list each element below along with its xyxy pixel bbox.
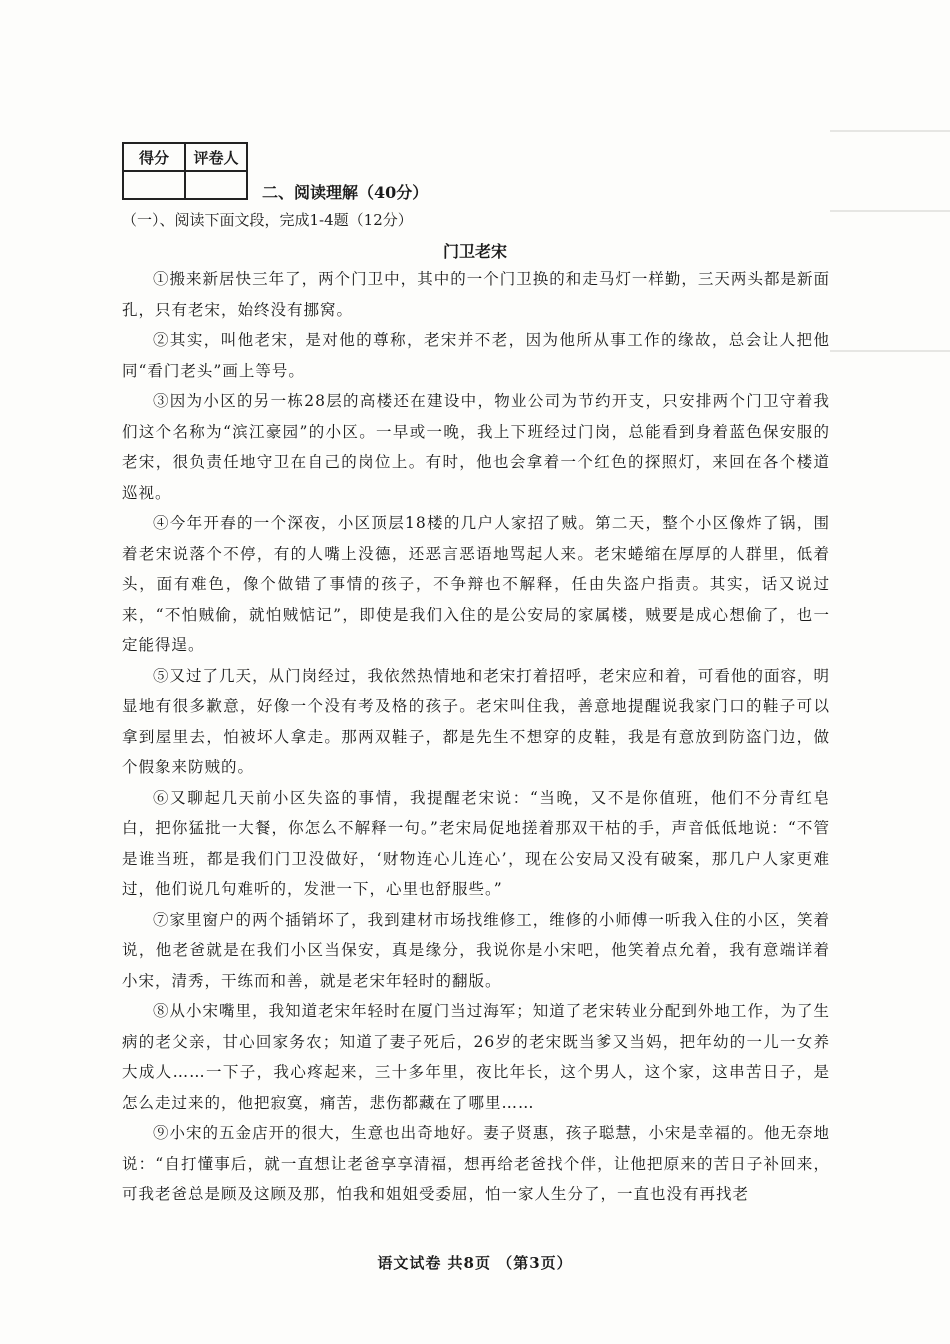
score-cell bbox=[123, 171, 185, 199]
score-label: 得分 bbox=[123, 143, 185, 171]
grader-cell bbox=[185, 171, 247, 199]
paragraph: ⑥又聊起几天前小区失盗的事情，我提醒老宋说：“当晚，又不是你值班，他们不分青红皂白，把你猛批一大餐，你怎么不解释一句。”老宋局促地搓着那双干枯的手，声音低低地说：“不管是谁当班，都是我们门卫没做好，‘财物连心儿连心’，现在公安局又没有破案，那几户人家更难过，他们说几句难听的，发泄一下，心里也舒服些。” bbox=[122, 788, 830, 898]
paragraph: ④今年开春的一个深夜，小区顶层18楼的几户人家招了贼。第二天，整个小区像炸了锅，围着老宋说落个不停，有的人嘴上没德，还恶言恶语地骂起人来。老宋蜷缩在厚厚的人群里，低着头，面有难色，像个做错了事情的孩子，不争辩也不解释，任由失盗户指责。其实，话又说过来，“不怕贼偷，就怕贼惦记”，即使是我们入住的是公安局的家属楼，贼要是成心想偷了，也一定能得逞。 bbox=[122, 514, 830, 654]
bleed-through-mark bbox=[830, 350, 950, 352]
paragraph: ⑤又过了几天，从门岗经过，我依然热情地和老宋打着招呼，老宋应和着，可看他的面容，明显地有很多歉意，好像一个没有考及格的孩子。老宋叫住我，善意地提醒说我家门口的鞋子可以拿到屋里去，怕被坏人拿走。那两双鞋子，都是先生不想穿的皮鞋，我是有意放到防盗门边，做个假象来防贼的。 bbox=[122, 666, 830, 776]
bleed-through-mark bbox=[830, 130, 950, 132]
bleed-through-mark bbox=[830, 210, 950, 212]
article-body bbox=[122, 264, 830, 1210]
paragraph: ①搬来新居快三年了，两个门卫中，其中的一个门卫换的和走马灯一样勤，三天两头都是新面孔，只有老宋，始终没有挪窝。 bbox=[122, 270, 830, 319]
paragraph: ⑦家里窗户的两个插销坏了，我到建材市场找维修工，维修的小师傅一听我入住的小区，笑着说，他老爸就是在我们小区当保安，真是缘分，我说你是小宋吧，他笑着点允着，我有意端详着小宋，清秀，干练而和善，就是老宋年轻时的翻版。 bbox=[122, 910, 830, 990]
score-table bbox=[122, 142, 248, 200]
section-title: 二、阅读理解（40分） bbox=[262, 183, 429, 202]
grader-label: 评卷人 bbox=[185, 143, 247, 171]
paragraph: ⑧从小宋嘴里，我知道老宋年轻时在厦门当过海军；知道了老宋转业分配到外地工作，为了生病的老父亲，甘心回家务农；知道了妻子死后，26岁的老宋既当爹又当妈，把年幼的一儿一女养大成人……一下子，我心疼起来，三十多年里，夜比年长，这个男人，这个家，这串苦日子，是怎么走过来的，他把寂寞，痛苦，悲伤都藏在了哪里…… bbox=[122, 1002, 830, 1112]
paragraph: ⑨小宋的五金店开的很大，生意也出奇地好。妻子贤惠，孩子聪慧，小宋是幸福的。他无奈地说：“自打懂事后，就一直想让老爸享享清福，想再给老爸找个伴，让他把原来的苦日子补回来，可我老爸总是顾及这顾及那，怕我和姐姐受委屈，怕一家人生分了，一直也没有再找老 bbox=[122, 1124, 830, 1203]
page-footer: 语文试卷 共8页 （第3页） bbox=[377, 1254, 573, 1272]
reading-instruction: （一）、阅读下面文段，完成1-4题（12分） bbox=[122, 211, 413, 229]
article-title: 门卫老宋 bbox=[442, 242, 507, 261]
paragraph: ②其实，叫他老宋，是对他的尊称，老宋并不老，因为他所从事工作的缘故，总会让人把他同“看门老头”画上等号。 bbox=[122, 331, 830, 380]
paragraph: ③因为小区的另一栋28层的高楼还在建设中，物业公司为节约开支，只安排两个门卫守着我们这个名称为“滨江豪园”的小区。一早或一晚，我上下班经过门岗，总能看到身着蓝色保安服的老宋，很负责任地守卫在自己的岗位上。有时，他也会拿着一个红色的探照灯，来回在各个楼道巡视。 bbox=[122, 392, 830, 502]
